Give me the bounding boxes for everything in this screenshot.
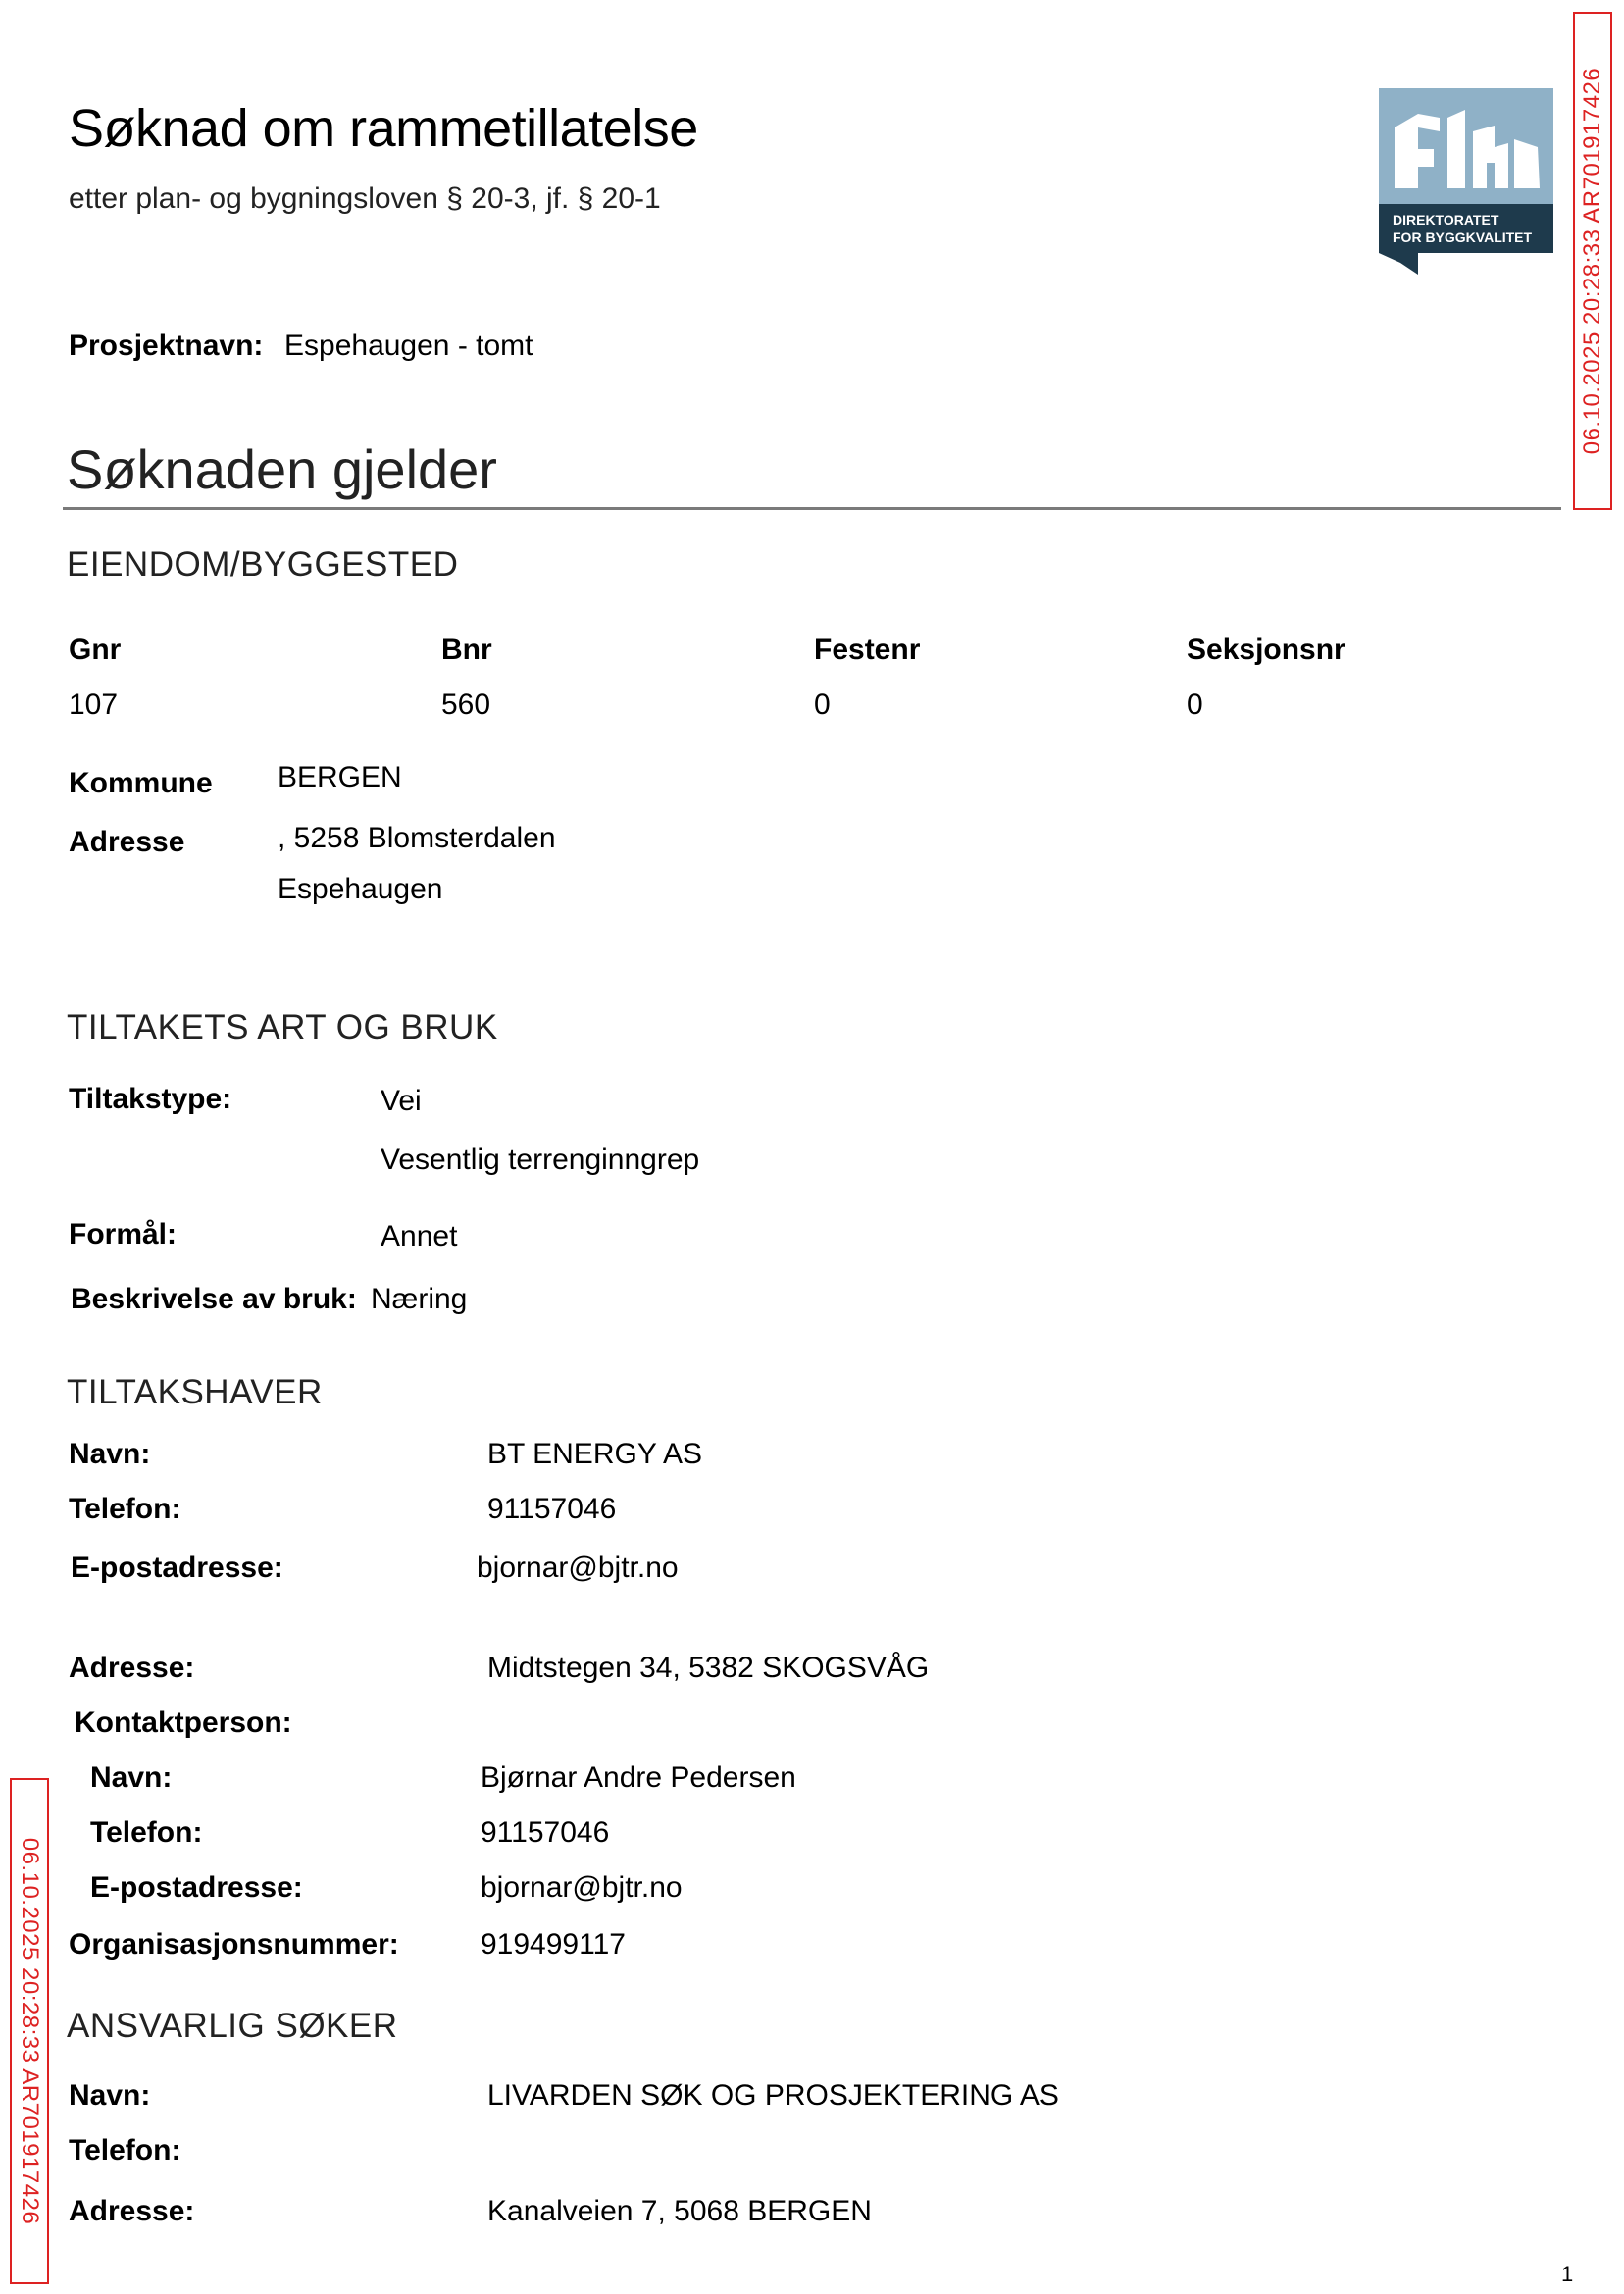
tiltakshaver-heading: TILTAKSHAVER	[67, 1373, 323, 1411]
soker-navn-label: Navn:	[69, 2079, 151, 2112]
document-title: Søknad om rammetillatelse	[69, 99, 698, 158]
adresse-line1: , 5258 Blomsterdalen	[278, 822, 556, 854]
festenr-value: 0	[814, 688, 831, 721]
adresse-line2: Espehaugen	[278, 873, 443, 905]
logo-line1: DIREKTORATET	[1393, 212, 1499, 228]
bnr-header: Bnr	[441, 634, 492, 666]
adresse-label: Adresse	[69, 826, 185, 858]
kontaktperson-label: Kontaktperson:	[75, 1707, 292, 1739]
festenr-header: Festenr	[814, 634, 921, 666]
soker-telefon-label: Telefon:	[69, 2134, 181, 2167]
seksjonsnr-value: 0	[1187, 688, 1203, 721]
tiltakshaver-adresse-label: Adresse:	[69, 1652, 195, 1684]
dibk-logo	[1379, 88, 1553, 275]
tiltak-heading: TILTAKETS ART OG BRUK	[67, 1008, 498, 1046]
tiltakshaver-epost-label: E-postadresse:	[71, 1552, 283, 1584]
section-divider	[63, 507, 1561, 510]
seksjonsnr-header: Seksjonsnr	[1187, 634, 1345, 666]
soker-adresse-value: Kanalveien 7, 5068 BERGEN	[487, 2195, 872, 2227]
project-value: Espehaugen - tomt	[284, 330, 533, 362]
soker-navn-value: LIVARDEN SØK OG PROSJEKTERING AS	[487, 2079, 1059, 2112]
tiltakstype-value-1: Vei	[381, 1085, 422, 1117]
tiltakshaver-navn-value: BT ENERGY AS	[487, 1438, 702, 1470]
soker-heading: ANSVARLIG SØKER	[67, 2007, 398, 2045]
tiltakstype-label: Tiltakstype:	[69, 1083, 232, 1115]
kontakt-epost-value: bjornar@bjtr.no	[481, 1871, 683, 1904]
kontakt-telefon-value: 91157046	[481, 1816, 610, 1849]
document-subtitle: etter plan- og bygningsloven § 20-3, jf. § 20-1	[69, 182, 661, 215]
bruk-value: Næring	[371, 1283, 468, 1315]
project-label: Prosjektnavn:	[69, 330, 264, 362]
kontakt-telefon-label: Telefon:	[90, 1816, 203, 1849]
tiltakshaver-adresse-value: Midtstegen 34, 5382 SKOGSVÅG	[487, 1652, 930, 1684]
page-number: 1	[1561, 2262, 1574, 2286]
tiltakshaver-epost-value: bjornar@bjtr.no	[477, 1552, 679, 1584]
timestamp-stamp-left	[10, 1778, 49, 2284]
orgnr-label: Organisasjonsnummer:	[69, 1928, 399, 1961]
tiltakshaver-navn-label: Navn:	[69, 1438, 151, 1470]
stamp-text-left: 06.10.2025 20:28:33 AR701917426	[17, 1837, 43, 2225]
formaal-value: Annet	[381, 1220, 458, 1252]
tiltakshaver-telefon-value: 91157046	[487, 1493, 617, 1525]
stamp-text: 06.10.2025 20:28:33 AR701917426	[1579, 67, 1605, 455]
eiendom-heading: EIENDOM/BYGGESTED	[67, 545, 459, 584]
dibk-logo-icon	[1379, 88, 1553, 275]
section-title: Søknaden gjelder	[67, 438, 497, 500]
orgnr-value: 919499117	[481, 1928, 626, 1961]
formaal-label: Formål:	[69, 1218, 178, 1250]
kommune-label: Kommune	[69, 767, 213, 799]
timestamp-stamp-top	[1573, 12, 1612, 510]
tiltakstype-value-2: Vesentlig terrenginngrep	[381, 1144, 700, 1176]
gnr-header: Gnr	[69, 634, 122, 666]
kommune-value: BERGEN	[278, 761, 402, 793]
kontakt-epost-label: E-postadresse:	[90, 1871, 303, 1904]
bruk-label: Beskrivelse av bruk:	[71, 1283, 357, 1315]
logo-line2: FOR BYGGKVALITET	[1393, 229, 1533, 245]
tiltakshaver-telefon-label: Telefon:	[69, 1493, 181, 1525]
kontakt-navn-value: Bjørnar Andre Pedersen	[481, 1761, 796, 1794]
bnr-value: 560	[441, 688, 491, 721]
kontakt-navn-label: Navn:	[90, 1761, 173, 1794]
gnr-value: 107	[69, 688, 119, 721]
soker-adresse-label: Adresse:	[69, 2195, 195, 2227]
